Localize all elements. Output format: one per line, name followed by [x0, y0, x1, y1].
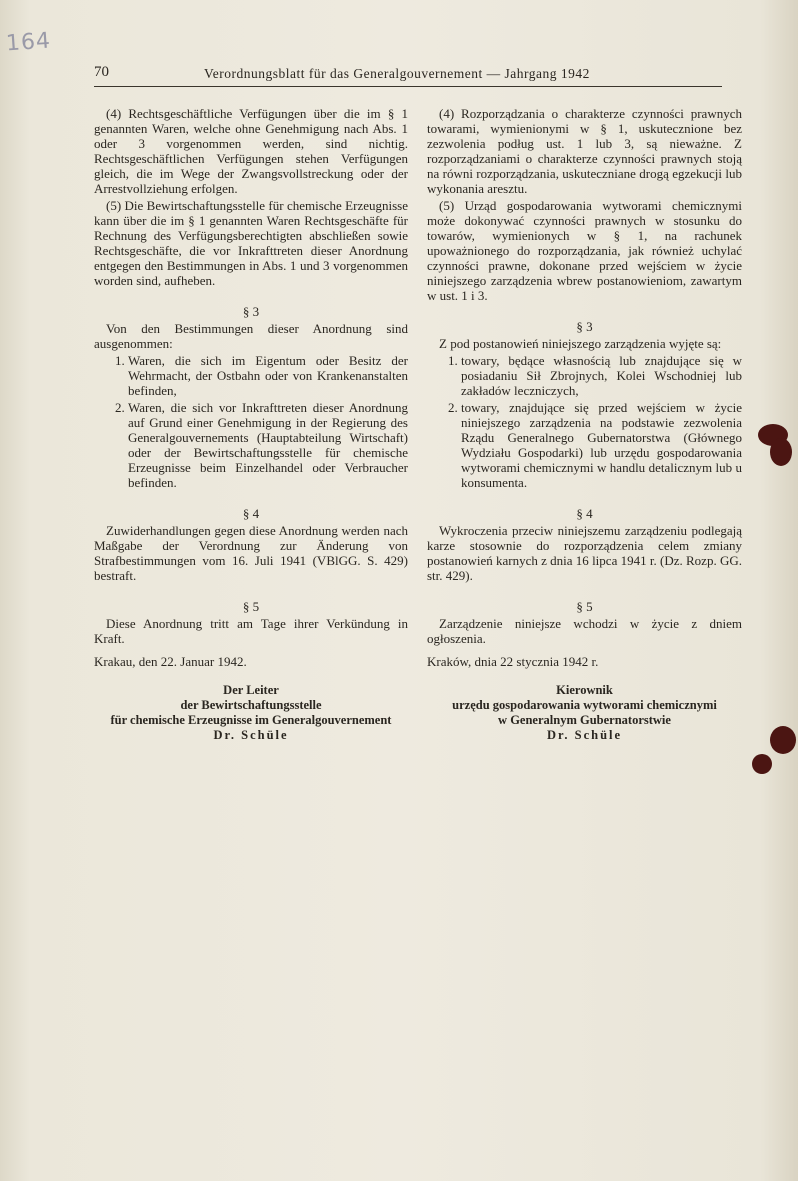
german-section-4-text: Zuwiderhandlungen gegen diese Anordnung werden nach Maßgabe der Verordnung zur Änderung von Strafbestimmungen vom 16. Juli 1941 (VBlGG. S. 429) bestraft. [94, 523, 408, 583]
polish-signatory-title-line: w Generalnym Gubernatorstwie [498, 713, 671, 727]
list-item: 1. towary, będące własnością lub znajdujące się w posiadaniu Sił Zbrojnych, Kolei Wschodniej lub zakładów leczniczych, [461, 353, 742, 398]
german-signatory-title-line: Der Leiter [223, 683, 279, 697]
german-signatory-title-line: der Bewirtschaftungsstelle [180, 698, 322, 712]
list-item: 2. Waren, die sich vor Inkrafttreten dieser Anordnung auf Grund einer Genehmigung in der Regierung des Generalgouvernements (Hauptabteilung Wirtschaft) oder der Bewirtschaftungsstelle für chemische Erzeugnisse beim Einzelhandel oder Verbraucher befinden. [128, 400, 408, 490]
polish-section-5-heading: § 5 [576, 599, 593, 614]
polish-place-date: Kraków, dnia 22 stycznia 1942 r. [427, 654, 599, 669]
polish-section-4-text: Wykroczenia przeciw niniejszemu zarządzeniu podlegają karze stosownie do rozporządzenia celem zmiany postanowień karnych z dnia 16 lipca 1941 r. (Dz. Rozp. GG. str. 429). [427, 523, 742, 583]
polish-section-3-intro: Z pod postanowień niniejszego zarządzenia wyjęte są: [439, 336, 722, 351]
list-item: 1. Waren, die sich im Eigentum oder Besitz der Wehrmacht, der Ostbahn oder von Krankenanstalten befinden, [128, 353, 408, 398]
german-exemption-list [94, 353, 408, 490]
german-signatory-title-line: für chemische Erzeugnisse im Generalgouvernement [110, 713, 392, 727]
polish-signature-block [427, 683, 742, 743]
polish-section-3-heading: § 3 [576, 319, 593, 334]
polish-signatory-title-line: urzędu gospodarowania wytworami chemicznymi [452, 698, 717, 712]
german-section-5-heading: § 5 [242, 599, 260, 614]
polish-signatory-name: Dr. Schüle [546, 728, 623, 742]
polish-paragraph-5: (5) Urząd gospodarowania wytworami chemicznymi może dokonywać czynności prawnych w stosunku do towarów, wymienionych w § 1, na rachunek upoważnionego do rozporządzania, jak również uchylać czynności prawne, dokonane przed wejściem w życie niniejszego zarządzenia wbrew postanowieniom, zawartym w ust. 1 i 3. [427, 198, 742, 303]
german-section-5-text: Diese Anordnung tritt am Tage ihrer Verkündung in Kraft. [94, 616, 408, 646]
german-signatory-name: Dr. Schüle [213, 728, 289, 742]
german-place-date: Krakau, den 22. Januar 1942. [94, 654, 247, 669]
german-section-4-heading: § 4 [242, 506, 260, 521]
german-section-3-heading: § 3 [242, 304, 260, 319]
polish-column [427, 106, 742, 743]
german-column [94, 106, 408, 743]
page-header [94, 64, 722, 87]
german-signature-block [94, 683, 408, 743]
polish-exemption-list [427, 353, 742, 490]
handwritten-page-note: 164 [5, 28, 52, 57]
german-paragraph-4: (4) Rechtsgeschäftliche Verfügungen über die im § 1 genannten Waren, welche ohne Genehmigung nach Abs. 1 oder 3 vorgenommen werden, sind nichtig. Rechtsgeschäftlichen Verfügungen stehen Verfügungen gleich, die im Wege der Zwangsvollstreckung oder der Arrestvollziehung erfolgen. [94, 106, 408, 196]
german-section-3-intro: Von den Bestimmungen dieser Anordnung sind ausgenommen: [94, 321, 408, 351]
polish-signatory-title-line: Kierownik [556, 683, 613, 697]
running-title: Verordnungsblatt für das Generalgouvernement — Jahrgang 1942 [204, 66, 590, 81]
polish-section-5-text: Zarządzenie niniejsze wchodzi w życie z dniem ogłoszenia. [427, 616, 742, 646]
page-number: 70 [94, 64, 109, 80]
polish-paragraph-4: (4) Rozporządzania o charakterze czynności prawnych towarami, wymienionymi w § 1, uskutecznione bez zezwolenia podług ust. 1 lub 3, są nieważne. Z rozporządzaniami o charakterze czynności prawnych stoją na równi rozporządzania, uskuteczniane drogą egzekucji lub wykonania aresztu. [427, 106, 742, 196]
german-paragraph-5: (5) Die Bewirtschaftungsstelle für chemische Erzeugnisse kann über die im § 1 genannten Waren Rechtsgeschäfte für Rechnung des Verfügungsberechtigten abschließen sowie Rechtsgeschäfte, die vor Inkrafttreten dieser Anordnung entgegen den Bestimmungen in Abs. 1 und 3 vorgenommen worden sind, aufheben. [94, 198, 408, 288]
list-item: 2. towary, znajdujące się przed wejściem w życie niniejszego zarządzenia na podstawie zezwolenia Rządu Generalnego Gubernatorstwa (Głównego Wydziału Gospodarki) lub urzędu gospodarowania wytworami chemicznymi w handlu detalicznym lub u konsumenta. [461, 400, 742, 490]
polish-section-4-heading: § 4 [576, 506, 593, 521]
